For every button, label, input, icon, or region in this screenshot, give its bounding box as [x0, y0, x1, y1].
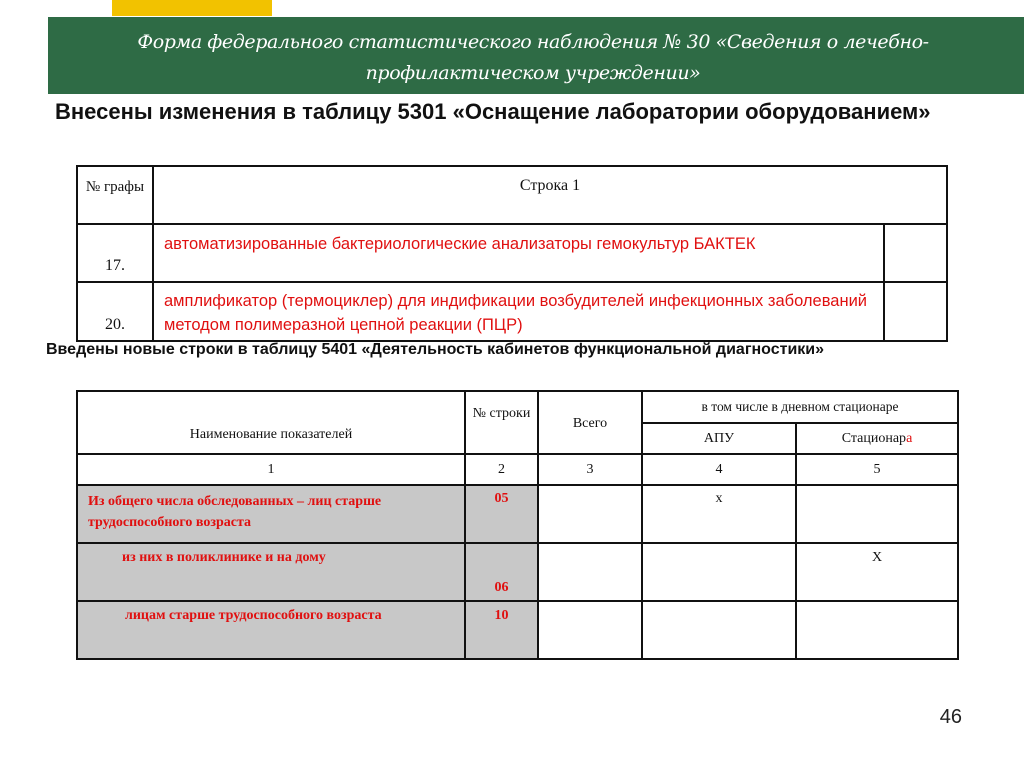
col-number-2: 2	[465, 454, 538, 485]
row-total-cell	[538, 601, 642, 659]
header-name-cell	[77, 391, 465, 454]
row-no: 05	[494, 491, 509, 506]
header-stationary-cell	[796, 423, 958, 454]
row-text: автоматизированные бактериологические анализаторы гемокультур БАКТЕК	[164, 235, 756, 253]
col-number-1: 1	[77, 454, 465, 485]
col-number-header: № графы	[85, 179, 145, 195]
header-apu-cell	[642, 423, 796, 454]
row-text: амплификатор (термоциклер) для индификации возбудителей инфекционных заболеваний методом полимеразной цепной реакции (ПЦР)	[164, 292, 867, 334]
row-stationary-cell: Х	[796, 543, 958, 601]
table-row-20-value-cell	[883, 281, 948, 342]
section1-heading: Внесены изменения в таблицу 5301 «Оснащение лаборатории оборудованием»	[55, 99, 931, 124]
col-number-header-cell	[76, 165, 154, 225]
row-no: 06	[494, 580, 509, 595]
header-day-hospital: в том числе в дневном стационаре	[701, 399, 899, 414]
table-5401	[76, 390, 959, 660]
page-number: 46	[939, 706, 962, 728]
row-number: 17.	[105, 257, 125, 274]
row-number: 20.	[105, 316, 125, 333]
header-stationary-suffix: а	[906, 430, 913, 446]
row-header-cell	[152, 165, 948, 225]
table-row	[77, 601, 958, 659]
table-row-20-number-cell	[76, 281, 154, 342]
accent-bar	[112, 0, 272, 16]
section2-heading: Введены новые строки в таблицу 5401 «Деятельность кабинетов функциональной диагностики»	[46, 341, 825, 358]
col-number-4: 4	[642, 454, 796, 485]
col-number-5: 5	[796, 454, 958, 485]
row-apu-cell	[642, 543, 796, 601]
row-no: 10	[494, 608, 509, 623]
header-row-no-cell	[465, 391, 538, 454]
title-banner	[48, 17, 1024, 94]
table-row	[77, 543, 958, 601]
header-row-no: № строки	[472, 406, 531, 421]
row-total-cell	[538, 485, 642, 543]
row-name: лицам старше трудоспособного возраста	[125, 608, 382, 623]
row-stationary-cell	[796, 601, 958, 659]
table-row-17-number-cell	[76, 223, 154, 283]
table-row-17-value-cell	[883, 223, 948, 283]
row-no-cell	[465, 601, 538, 659]
row-name: Из общего числа обследованных – лиц старше трудоспособного возраста	[88, 494, 382, 530]
row-name-cell	[77, 601, 465, 659]
form-title: Форма федерального статистического наблюдения № 30 «Сведения о лечебно-профилактическом учреждении»	[137, 31, 929, 84]
header-name: Наименование показателей	[189, 427, 353, 442]
row-name-cell	[77, 485, 465, 543]
header-apu: АПУ	[703, 430, 735, 446]
col-number-3: 3	[538, 454, 642, 485]
header-total-cell	[538, 391, 642, 454]
row-total-cell	[538, 543, 642, 601]
row-no-cell	[465, 543, 538, 601]
table-row-20-text-cell	[152, 281, 885, 342]
row-name: из них в поликлинике и на дому	[122, 550, 326, 565]
header-day-hospital-cell	[642, 391, 958, 423]
table-row-17-text-cell	[152, 223, 885, 283]
table-row	[77, 485, 958, 543]
row-apu-cell	[642, 601, 796, 659]
row-name-cell	[77, 543, 465, 601]
row-apu-cell: х	[642, 485, 796, 543]
header-stationary: Стационар	[841, 430, 907, 446]
row-no-cell	[465, 485, 538, 543]
row-header: Строка 1	[519, 177, 581, 194]
row-stationary-cell	[796, 485, 958, 543]
header-total: Всего	[572, 416, 608, 431]
table-5301	[76, 165, 948, 342]
